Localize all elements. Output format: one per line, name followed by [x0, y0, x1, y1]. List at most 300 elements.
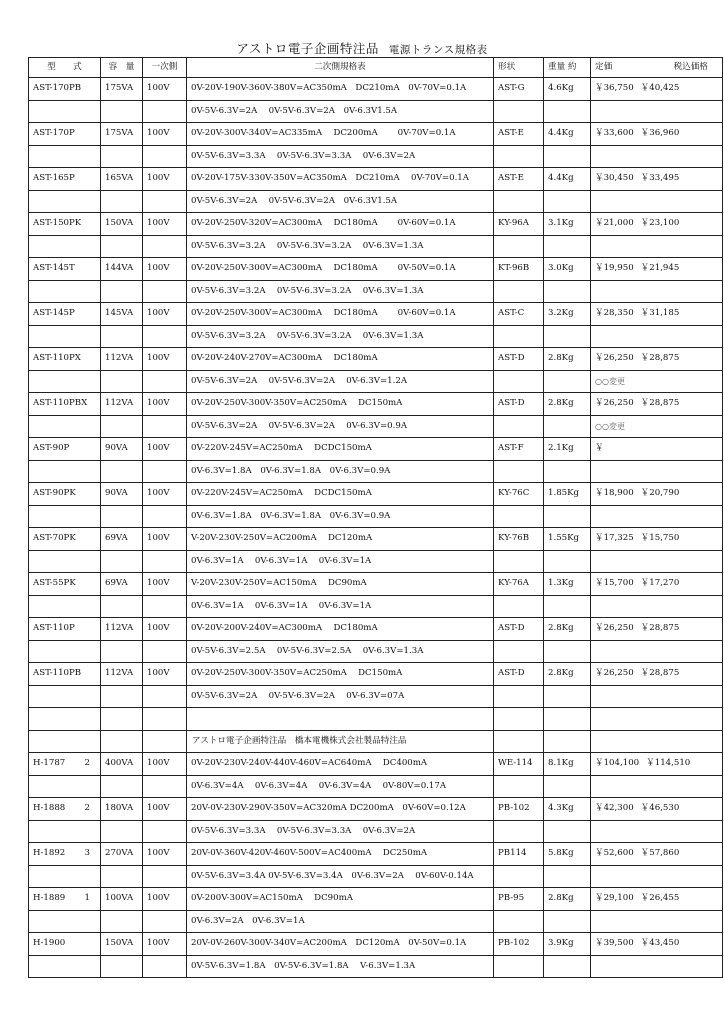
list-price: ￥29,100: [595, 893, 634, 904]
list-price: ￥30,450: [595, 173, 634, 184]
tax-price: ￥15,750: [640, 533, 680, 544]
model-name: AST-70PK: [33, 533, 76, 544]
table-row-continuation: [29, 550, 723, 573]
capacity-cell: 144VA: [101, 258, 143, 281]
empty-cell: [29, 190, 101, 213]
note-cell: [591, 550, 723, 573]
tax-price: ￥28,875: [640, 623, 680, 634]
secondary-spec-cell: 0V-220V-245V=AC250mA DCDC150mA: [187, 483, 494, 506]
empty-cell: [494, 708, 544, 731]
price-cell: [591, 213, 723, 236]
weight-cell: 3.2Kg: [544, 303, 591, 326]
tax-price: ￥17,270: [640, 578, 680, 589]
list-price: ￥26,250: [595, 623, 634, 634]
secondary-spec-cell: 0V-6.3V=1.8A 0V-6.3V=1.8A 0V-6.3V=0.9A: [187, 505, 494, 528]
empty-cell: [544, 730, 591, 753]
empty-cell: [591, 730, 723, 753]
tax-price: ￥33,495: [640, 173, 680, 184]
empty-cell: [544, 595, 591, 618]
list-price: ￥28,350: [595, 308, 634, 319]
table-row: [29, 393, 723, 416]
primary-cell: 100V: [143, 213, 187, 236]
shape-cell: PB-102: [494, 933, 544, 956]
table-row: [29, 348, 723, 371]
tax-price: ￥28,875: [640, 668, 680, 679]
primary-cell: 100V: [143, 483, 187, 506]
empty-cell: [29, 415, 101, 438]
note-cell: [591, 190, 723, 213]
shape-cell: KY-96A: [494, 213, 544, 236]
table-row-continuation: [29, 910, 723, 933]
empty-cell: [544, 910, 591, 933]
empty-cell: [143, 708, 187, 731]
secondary-spec-cell: 0V-20V-300V-340V=AC335mA DC200mA 0V-70V=0.1A: [187, 123, 494, 146]
secondary-spec-cell: 0V-5V-6.3V=2A 0V-5V-6.3V=2A 0V-6.3V=1.2A: [187, 370, 494, 393]
shape-cell: KY-76C: [494, 483, 544, 506]
price-cell: [591, 123, 723, 146]
list-price: ￥: [595, 443, 604, 454]
table-row: [29, 843, 723, 866]
model-name: AST-55PK: [33, 578, 76, 589]
header-primary: 一次側: [143, 58, 187, 78]
secondary-spec-cell: 0V-5V-6.3V=3.2A 0V-5V-6.3V=3.2A 0V-6.3V=1.3A: [187, 325, 494, 348]
empty-cell: [544, 955, 591, 978]
table-row: [29, 78, 723, 101]
table-row-continuation: [29, 775, 723, 798]
empty-cell: [143, 325, 187, 348]
empty-cell: [101, 708, 143, 731]
empty-cell: [494, 595, 544, 618]
list-price: ￥104,100: [595, 758, 640, 769]
empty-cell: [544, 100, 591, 123]
weight-cell: 8.1Kg: [544, 753, 591, 776]
empty-cell: [101, 460, 143, 483]
shape-cell: AST-D: [494, 393, 544, 416]
note-cell: [591, 685, 723, 708]
model-cell: [29, 303, 101, 326]
weight-cell: 3.9Kg: [544, 933, 591, 956]
empty-cell: [101, 955, 143, 978]
empty-cell: [494, 415, 544, 438]
note-cell: ○○変更: [591, 370, 723, 393]
secondary-spec-cell: 0V-6.3V=1A 0V-6.3V=1A 0V-6.3V=1A: [187, 550, 494, 573]
secondary-spec-cell: 20V-0V-230V-290V-350V=AC320mA DC200mA 0V-60V=0.12A: [187, 798, 494, 821]
secondary-spec-cell: 0V-200V-300V=AC150mA DC90mA: [187, 888, 494, 911]
capacity-cell: 270VA: [101, 843, 143, 866]
table-row: [29, 753, 723, 776]
empty-cell: [29, 865, 101, 888]
weight-cell: 1.55Kg: [544, 528, 591, 551]
model-name: AST-145P: [33, 308, 75, 319]
model-name: H-1892: [33, 848, 66, 859]
empty-cell: [143, 415, 187, 438]
table-row-continuation: [29, 145, 723, 168]
empty-cell: [143, 190, 187, 213]
empty-cell: [101, 370, 143, 393]
secondary-spec-cell: 0V-20V-230V-240V-440V-460V=AC640mA DC400mA: [187, 753, 494, 776]
capacity-cell: 100VA: [101, 888, 143, 911]
table-row: [29, 933, 723, 956]
weight-cell: 2.8Kg: [544, 618, 591, 641]
empty-cell: [494, 685, 544, 708]
shape-cell: AST-D: [494, 663, 544, 686]
table-row: [29, 213, 723, 236]
secondary-spec-cell: 0V-20V-190V-360V-380V=AC350mA DC210mA 0V-70V=0.1A: [187, 78, 494, 101]
shape-cell: KY-76B: [494, 528, 544, 551]
empty-cell: [494, 325, 544, 348]
price-cell: [591, 303, 723, 326]
model-cell: [29, 573, 101, 596]
empty-cell: [143, 100, 187, 123]
secondary-spec-cell: 0V-6.3V=1A 0V-6.3V=1A 0V-6.3V=1A: [187, 595, 494, 618]
empty-cell: [101, 730, 143, 753]
title-text: アストロ電子企画特注品: [236, 41, 379, 56]
model-name: AST-170P: [33, 128, 75, 139]
tax-price: ￥23,100: [640, 218, 680, 229]
empty-cell: [143, 370, 187, 393]
tax-price: ￥36,960: [640, 128, 680, 139]
shape-cell: AST-D: [494, 348, 544, 371]
empty-cell: [143, 775, 187, 798]
table-row-continuation: [29, 415, 723, 438]
empty-cell: [101, 820, 143, 843]
list-price: ￥36,750: [595, 83, 634, 94]
capacity-cell: 180VA: [101, 798, 143, 821]
empty-cell: [143, 505, 187, 528]
weight-cell: 3.0Kg: [544, 258, 591, 281]
model-name: H-1787: [33, 758, 66, 769]
table-row-continuation: [29, 190, 723, 213]
empty-cell: [101, 325, 143, 348]
tax-price: ￥46,530: [640, 803, 680, 814]
secondary-spec-cell: 0V-20V-250V-320V=AC300mA DC180mA 0V-60V=0.1A: [187, 213, 494, 236]
capacity-cell: 112VA: [101, 348, 143, 371]
secondary-spec-cell: 0V-20V-200V-240V=AC300mA DC180mA: [187, 618, 494, 641]
list-price: ￥26,250: [595, 398, 634, 409]
tax-price: ￥43,450: [640, 938, 680, 949]
empty-cell: [143, 280, 187, 303]
price-cell: [591, 663, 723, 686]
model-cell: [29, 213, 101, 236]
shape-cell: AST-D: [494, 618, 544, 641]
shape-cell: AST-G: [494, 78, 544, 101]
list-price: ￥42,300: [595, 803, 634, 814]
table-row-continuation: [29, 235, 723, 258]
table-row-continuation: [29, 370, 723, 393]
note-cell: ○○変更: [591, 415, 723, 438]
price-cell: [591, 798, 723, 821]
empty-cell: [544, 505, 591, 528]
table-row: [29, 798, 723, 821]
model-name: AST-165P: [33, 173, 75, 184]
primary-cell: 100V: [143, 798, 187, 821]
price-cell: [591, 258, 723, 281]
section-row: [29, 730, 723, 753]
empty-cell: [494, 640, 544, 663]
capacity-cell: 175VA: [101, 78, 143, 101]
empty-cell: [29, 820, 101, 843]
note-cell: [591, 100, 723, 123]
header-secondary: 二次側規格表: [187, 58, 494, 78]
empty-cell: [29, 145, 101, 168]
weight-cell: 1.3Kg: [544, 573, 591, 596]
shape-cell: WE-114: [494, 753, 544, 776]
price-cell: [591, 483, 723, 506]
empty-cell: [143, 865, 187, 888]
list-price: ￥52,600: [595, 848, 634, 859]
header-tax-label: 税込価格: [673, 62, 708, 72]
table-row: [29, 618, 723, 641]
primary-cell: 100V: [143, 168, 187, 191]
model-cell: [29, 258, 101, 281]
note-cell: [591, 640, 723, 663]
empty-cell: [494, 460, 544, 483]
secondary-spec-cell: 0V-6.3V=1.8A 0V-6.3V=1.8A 0V-6.3V=0.9A: [187, 460, 494, 483]
table-row: [29, 483, 723, 506]
model-name: AST-90PK: [33, 488, 76, 499]
empty-cell: [29, 550, 101, 573]
price-cell: [591, 843, 723, 866]
weight-cell: 4.4Kg: [544, 123, 591, 146]
model-name: AST-110PB: [33, 668, 82, 679]
empty-cell: [143, 820, 187, 843]
note-cell: [591, 280, 723, 303]
model-name: H-1889: [33, 893, 66, 904]
table-row-continuation: [29, 100, 723, 123]
price-cell: [591, 78, 723, 101]
weight-cell: 1.85Kg: [544, 483, 591, 506]
section-label: アストロ電子企画特注品 橋本電機株式会社製品特注品: [187, 730, 494, 753]
capacity-cell: 90VA: [101, 438, 143, 461]
model-cell: [29, 123, 101, 146]
tax-price: ￥114,510: [646, 758, 691, 769]
list-price: ￥26,250: [595, 353, 634, 364]
model-name: AST-170PB: [33, 83, 82, 94]
empty-cell: [544, 685, 591, 708]
primary-cell: 100V: [143, 663, 187, 686]
primary-cell: 100V: [143, 933, 187, 956]
secondary-spec-cell: 0V-5V-6.3V=2.5A 0V-5V-6.3V=2.5A 0V-6.3V=1.3A: [187, 640, 494, 663]
primary-cell: 100V: [143, 528, 187, 551]
model-cell: [29, 888, 101, 911]
empty-cell: [101, 190, 143, 213]
empty-cell: [29, 280, 101, 303]
weight-cell: 4.3Kg: [544, 798, 591, 821]
tax-price: ￥28,875: [640, 398, 680, 409]
secondary-spec-cell: 0V-5V-6.3V=3.2A 0V-5V-6.3V=3.2A 0V-6.3V=1.3A: [187, 235, 494, 258]
empty-cell: [494, 550, 544, 573]
header-price: [591, 58, 723, 78]
primary-cell: 100V: [143, 573, 187, 596]
shape-cell: KY-76A: [494, 573, 544, 596]
empty-cell: [29, 955, 101, 978]
empty-cell: [544, 460, 591, 483]
empty-cell: [101, 865, 143, 888]
model-suffix: 2: [84, 803, 90, 814]
subtitle-text: 電源トランス規格表: [388, 44, 488, 56]
primary-cell: 100V: [143, 78, 187, 101]
empty-cell: [143, 910, 187, 933]
empty-cell: [494, 280, 544, 303]
note-cell: [591, 910, 723, 933]
empty-cell: [544, 235, 591, 258]
empty-cell: [29, 910, 101, 933]
capacity-cell: 90VA: [101, 483, 143, 506]
model-name: AST-110PBX: [33, 398, 88, 409]
empty-cell: [29, 325, 101, 348]
primary-cell: 100V: [143, 303, 187, 326]
table-row: [29, 258, 723, 281]
empty-cell: [29, 235, 101, 258]
secondary-spec-cell: V-20V-230V-250V=AC200mA DC120mA: [187, 528, 494, 551]
header-model: 型 式: [29, 58, 101, 78]
table-row-continuation: [29, 865, 723, 888]
secondary-spec-cell: V-20V-230V-250V=AC150mA DC90mA: [187, 573, 494, 596]
table-row-continuation: [29, 820, 723, 843]
table-row: [29, 438, 723, 461]
table-row: [29, 528, 723, 551]
tax-price: ￥57,860: [640, 848, 680, 859]
empty-cell: [591, 708, 723, 731]
empty-cell: [544, 145, 591, 168]
header-capacity: 容 量: [101, 58, 143, 78]
empty-cell: [544, 550, 591, 573]
blank-row: [29, 708, 723, 731]
weight-cell: 3.1Kg: [544, 213, 591, 236]
weight-cell: 4.4Kg: [544, 168, 591, 191]
model-cell: [29, 348, 101, 371]
empty-cell: [29, 730, 101, 753]
note-cell: [591, 460, 723, 483]
secondary-spec-cell: 0V-20V-250V-300V=AC300mA DC180mA 0V-60V=0.1A: [187, 303, 494, 326]
empty-cell: [544, 820, 591, 843]
model-cell: [29, 663, 101, 686]
note-cell: [591, 865, 723, 888]
empty-cell: [143, 640, 187, 663]
empty-cell: [544, 640, 591, 663]
empty-cell: [544, 775, 591, 798]
empty-cell: [494, 235, 544, 258]
spec-table: [28, 57, 723, 978]
secondary-spec-cell: 0V-20V-240V-270V=AC300mA DC180mA: [187, 348, 494, 371]
model-cell: [29, 168, 101, 191]
empty-cell: [544, 280, 591, 303]
table-row-continuation: [29, 685, 723, 708]
list-price: ￥21,000: [595, 218, 634, 229]
empty-cell: [143, 235, 187, 258]
price-cell: [591, 573, 723, 596]
empty-cell: [101, 910, 143, 933]
shape-cell: PB-102: [494, 798, 544, 821]
secondary-spec-cell: 0V-5V-6.3V=3.2A 0V-5V-6.3V=3.2A 0V-6.3V=1.3A: [187, 280, 494, 303]
primary-cell: 100V: [143, 348, 187, 371]
secondary-spec-cell: 0V-6.3V=4A 0V-6.3V=4A 0V-6.3V=4A 0V-80V=0.17A: [187, 775, 494, 798]
table-row: [29, 663, 723, 686]
table-row-continuation: [29, 955, 723, 978]
secondary-spec-cell: 0V-5V-6.3V=3.3A 0V-5V-6.3V=3.3A 0V-6.3V=2A: [187, 820, 494, 843]
empty-cell: [494, 910, 544, 933]
tax-price: ￥20,790: [640, 488, 680, 499]
capacity-cell: 165VA: [101, 168, 143, 191]
empty-cell: [101, 100, 143, 123]
capacity-cell: 175VA: [101, 123, 143, 146]
shape-cell: PB114: [494, 843, 544, 866]
capacity-cell: 69VA: [101, 573, 143, 596]
note-cell: [591, 235, 723, 258]
table-row: [29, 123, 723, 146]
tax-price: ￥28,875: [640, 353, 680, 364]
tax-price: ￥21,945: [640, 263, 680, 274]
secondary-spec-cell: 0V-5V-6.3V=2A 0V-5V-6.3V=2A 0V-6.3V=07A: [187, 685, 494, 708]
empty-cell: [29, 100, 101, 123]
empty-cell: [494, 820, 544, 843]
primary-cell: 100V: [143, 843, 187, 866]
primary-cell: 100V: [143, 258, 187, 281]
empty-cell: [143, 595, 187, 618]
list-price: ￥18,900: [595, 488, 634, 499]
price-cell: [591, 753, 723, 776]
empty-cell: [29, 640, 101, 663]
empty-cell: [29, 775, 101, 798]
empty-cell: [494, 505, 544, 528]
tax-price: ￥26,455: [640, 893, 680, 904]
capacity-cell: 112VA: [101, 618, 143, 641]
secondary-spec-cell: 20V-0V-360V-420V-460V-500V=AC400mA DC250mA: [187, 843, 494, 866]
empty-cell: [143, 145, 187, 168]
model-name: H-1888: [33, 803, 66, 814]
empty-cell: [494, 955, 544, 978]
empty-cell: [143, 460, 187, 483]
weight-cell: 2.8Kg: [544, 888, 591, 911]
note-cell: [591, 820, 723, 843]
secondary-spec-cell: 0V-20V-250V-300V=AC300mA DC180mA 0V-50V=0.1A: [187, 258, 494, 281]
model-cell: [29, 78, 101, 101]
empty-cell: [544, 370, 591, 393]
capacity-cell: 400VA: [101, 753, 143, 776]
table-row: [29, 888, 723, 911]
empty-cell: [101, 235, 143, 258]
capacity-cell: 145VA: [101, 303, 143, 326]
secondary-spec-cell: 0V-5V-6.3V=2A 0V-5V-6.3V=2A 0V-6.3V=0.9A: [187, 415, 494, 438]
list-price: ￥19,950: [595, 263, 634, 274]
model-suffix: 3: [84, 848, 90, 859]
empty-cell: [494, 370, 544, 393]
list-price: ￥39,500: [595, 938, 634, 949]
header-price-label: 定価: [595, 62, 613, 72]
list-price: ￥26,250: [595, 668, 634, 679]
model-cell: [29, 753, 101, 776]
shape-cell: AST-E: [494, 123, 544, 146]
price-cell: [591, 393, 723, 416]
model-cell: [29, 618, 101, 641]
shape-cell: AST-F: [494, 438, 544, 461]
empty-cell: [29, 708, 101, 731]
model-cell: [29, 933, 101, 956]
capacity-cell: 112VA: [101, 663, 143, 686]
price-cell: [591, 618, 723, 641]
primary-cell: 100V: [143, 393, 187, 416]
empty-cell: [494, 775, 544, 798]
note-cell: [591, 505, 723, 528]
secondary-spec-cell: 0V-5V-6.3V=3.4A 0V-5V-6.3V=3.4A 0V-6.3V=2A 0V-60V-0.14A: [187, 865, 494, 888]
list-price: ￥33,600: [595, 128, 634, 139]
empty-cell: [29, 595, 101, 618]
table-row-continuation: [29, 325, 723, 348]
table-row-continuation: [29, 460, 723, 483]
secondary-spec-cell: 0V-5V-6.3V=2A 0V-5V-6.3V=2A 0V-6.3V1.5A: [187, 190, 494, 213]
list-price: ￥15,700: [595, 578, 634, 589]
empty-cell: [143, 550, 187, 573]
